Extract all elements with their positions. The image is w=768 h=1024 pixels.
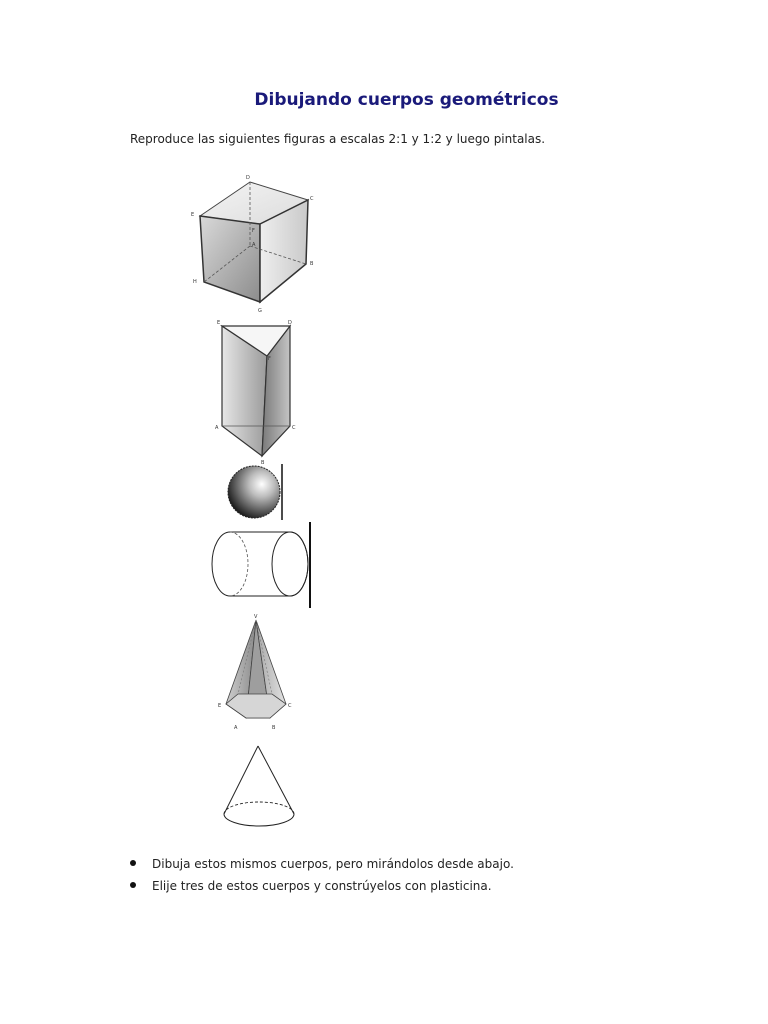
pyramid-label-a: A bbox=[234, 725, 238, 731]
cube-figure bbox=[188, 170, 328, 320]
cube-label-d: D bbox=[246, 175, 250, 181]
cube-label-c: C bbox=[310, 196, 314, 202]
cube-label-g: G bbox=[258, 308, 262, 314]
task-item: Elije tres de estos cuerpos y constrúyelos con plasticina. bbox=[128, 878, 514, 900]
task-item: Dibuja estos mismos cuerpos, pero mirándolos desde abajo. bbox=[128, 856, 514, 878]
cube-label-e: E bbox=[191, 212, 195, 218]
cube-label-a: A bbox=[252, 242, 256, 248]
pyramid-label-v: V bbox=[254, 614, 258, 620]
prism-label-f: F bbox=[268, 356, 271, 362]
prism-label-d: D bbox=[288, 320, 292, 326]
page-title: Dibujando cuerpos geométricos bbox=[254, 90, 559, 110]
cube-label-h: H bbox=[193, 279, 197, 285]
cube-label-b: B bbox=[310, 261, 314, 267]
pyramid-label-c: C bbox=[288, 703, 292, 709]
prism-figure bbox=[212, 316, 302, 466]
cone-figure bbox=[218, 740, 302, 834]
prism-label-b: B bbox=[261, 460, 265, 466]
sphere-figure bbox=[224, 462, 286, 522]
pyramid-figure bbox=[212, 614, 302, 736]
prism-label-a: A bbox=[215, 425, 219, 431]
instruction-text: Reproduce las siguientes figuras a escalas 2:1 y 1:2 y luego pintalas. bbox=[130, 132, 546, 146]
cylinder-figure bbox=[200, 520, 320, 610]
pyramid-label-b: B bbox=[272, 725, 276, 731]
pyramid-label-e: E bbox=[218, 703, 222, 709]
prism-label-e: E bbox=[217, 320, 221, 326]
task-list bbox=[128, 856, 514, 900]
prism-label-c: C bbox=[292, 425, 296, 431]
cube-label-f: F bbox=[252, 228, 255, 234]
